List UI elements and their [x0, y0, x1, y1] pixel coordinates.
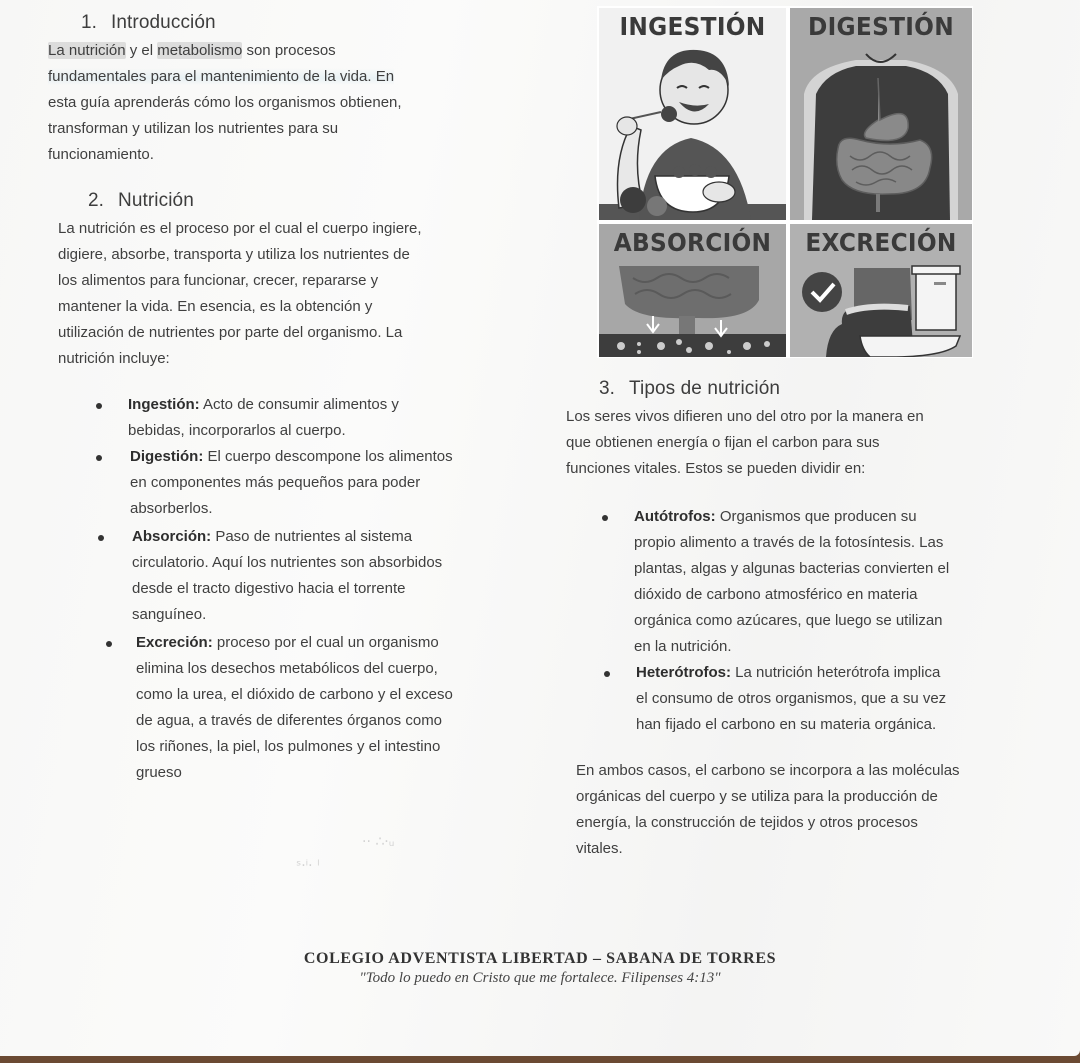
bullet-dot-icon [106, 641, 112, 647]
pencil-mark: ˢ·ⁱ· ˡ [296, 858, 320, 874]
bullet-heterotrofos: Heterótrofos: La nutrición heterótrofa implica el consumo de otros organismos, que a su vez han fijado el carbono en su materia orgánica. [598, 660, 1026, 738]
right-column [566, 378, 1026, 862]
panel-ingestion: INGESTIÓN [599, 8, 786, 220]
section-title-tipos-nutricion: 3. Tipos de nutrición [599, 378, 781, 399]
tipos-paragraph: Los seres vivos difieren uno del otro por la manera en que obtienen energía o fijan el carbon para sus funciones vitales. Estos se pueden dividir en: [566, 408, 924, 477]
pencil-mark: ·· ∴·ᵤ [362, 834, 395, 850]
nutricion-bullet-list [88, 392, 518, 786]
intestine-absorption-icon [599, 224, 786, 357]
bullet-ingestion: Ingestión: Acto de consumir alimentos y bebidas, incorporarlos al cuerpo. [88, 392, 518, 444]
bullet-dot-icon [96, 455, 102, 461]
boy-eating-icon [599, 8, 786, 220]
bullet-absorcion: Absorción: Paso de nutrientes al sistema circulatorio. Aquí los nutrientes son absorbidos desde el tracto digestivo hacia el torrente sanguíneo. [88, 524, 518, 628]
bullet-dot-icon [98, 535, 104, 541]
bullet-digestion: Digestión: El cuerpo descompone los alimentos en componentes más pequeños para poder absorberlos. [88, 444, 518, 522]
page-footer [0, 950, 1080, 987]
school-name: COLEGIO ADVENTISTA LIBERTAD – SABANA DE TORRES [303, 950, 777, 967]
section-title-introduccion: 1. Introducción [81, 12, 216, 33]
bullet-autotrofos: Autótrofos: Organismos que producen su propio alimento a través de la fotosíntesis. Las plantas, algas y algunas bacterias convierten el dióxido de carbono atmosférico en materia orgánica como azúcares, que luego se utilizan en la nutrición. [598, 504, 1026, 660]
panel-absorcion: ABSORCIÓN [599, 224, 786, 357]
closing-paragraph: En ambos casos, el carbono se incorpora a las moléculas orgánicas del cuerpo y se utiliza para la producción de energía, la construcción de tejidos y otros procesos vitales. [576, 762, 960, 857]
toilet-check-icon [790, 224, 972, 357]
bullet-dot-icon [602, 515, 608, 521]
intro-paragraph: La nutrición y el metabolismo son procesos fundamentales para el mantenimiento de la vida. En esta guía aprenderás cómo los organismos obtienen, transforman y utilizan los nutrientes para su funcionamiento. [48, 42, 402, 163]
tipos-bullet-list [598, 504, 1026, 738]
intro-line-1: La nutrición y el metabolismo son procesos [48, 42, 336, 59]
left-column [48, 12, 518, 786]
nutricion-paragraph: La nutrición es el proceso por el cual el cuerpo ingiere, digiere, absorbe, transporta y utiliza los nutrientes de los alimentos para funcionar, crecer, repararse y mantener la vida. En esencia, es la obtención y utilización de nutrientes por parte del organismo. La nutrición incluye: [58, 220, 422, 367]
panel-digestion: DIGESTIÓN [790, 8, 972, 220]
nutrition-stages-infographic [597, 6, 973, 358]
bullet-dot-icon [604, 671, 610, 677]
panel-excrecion: EXCRECIÓN [790, 224, 972, 357]
bible-verse: "Todo lo puedo en Cristo que me fortalece. Filipenses 4:13" [359, 970, 721, 986]
bullet-excrecion: Excreción: proceso por el cual un organismo elimina los desechos metabólicos del cuerpo, como la urea, el dióxido de carbono y el exceso de agua, a través de diferentes órganos como los riñones, la piel, los pulmones y el intestino grueso [88, 630, 518, 786]
bullet-dot-icon [96, 403, 102, 409]
section-title-nutricion: 2. Nutrición [88, 190, 194, 211]
